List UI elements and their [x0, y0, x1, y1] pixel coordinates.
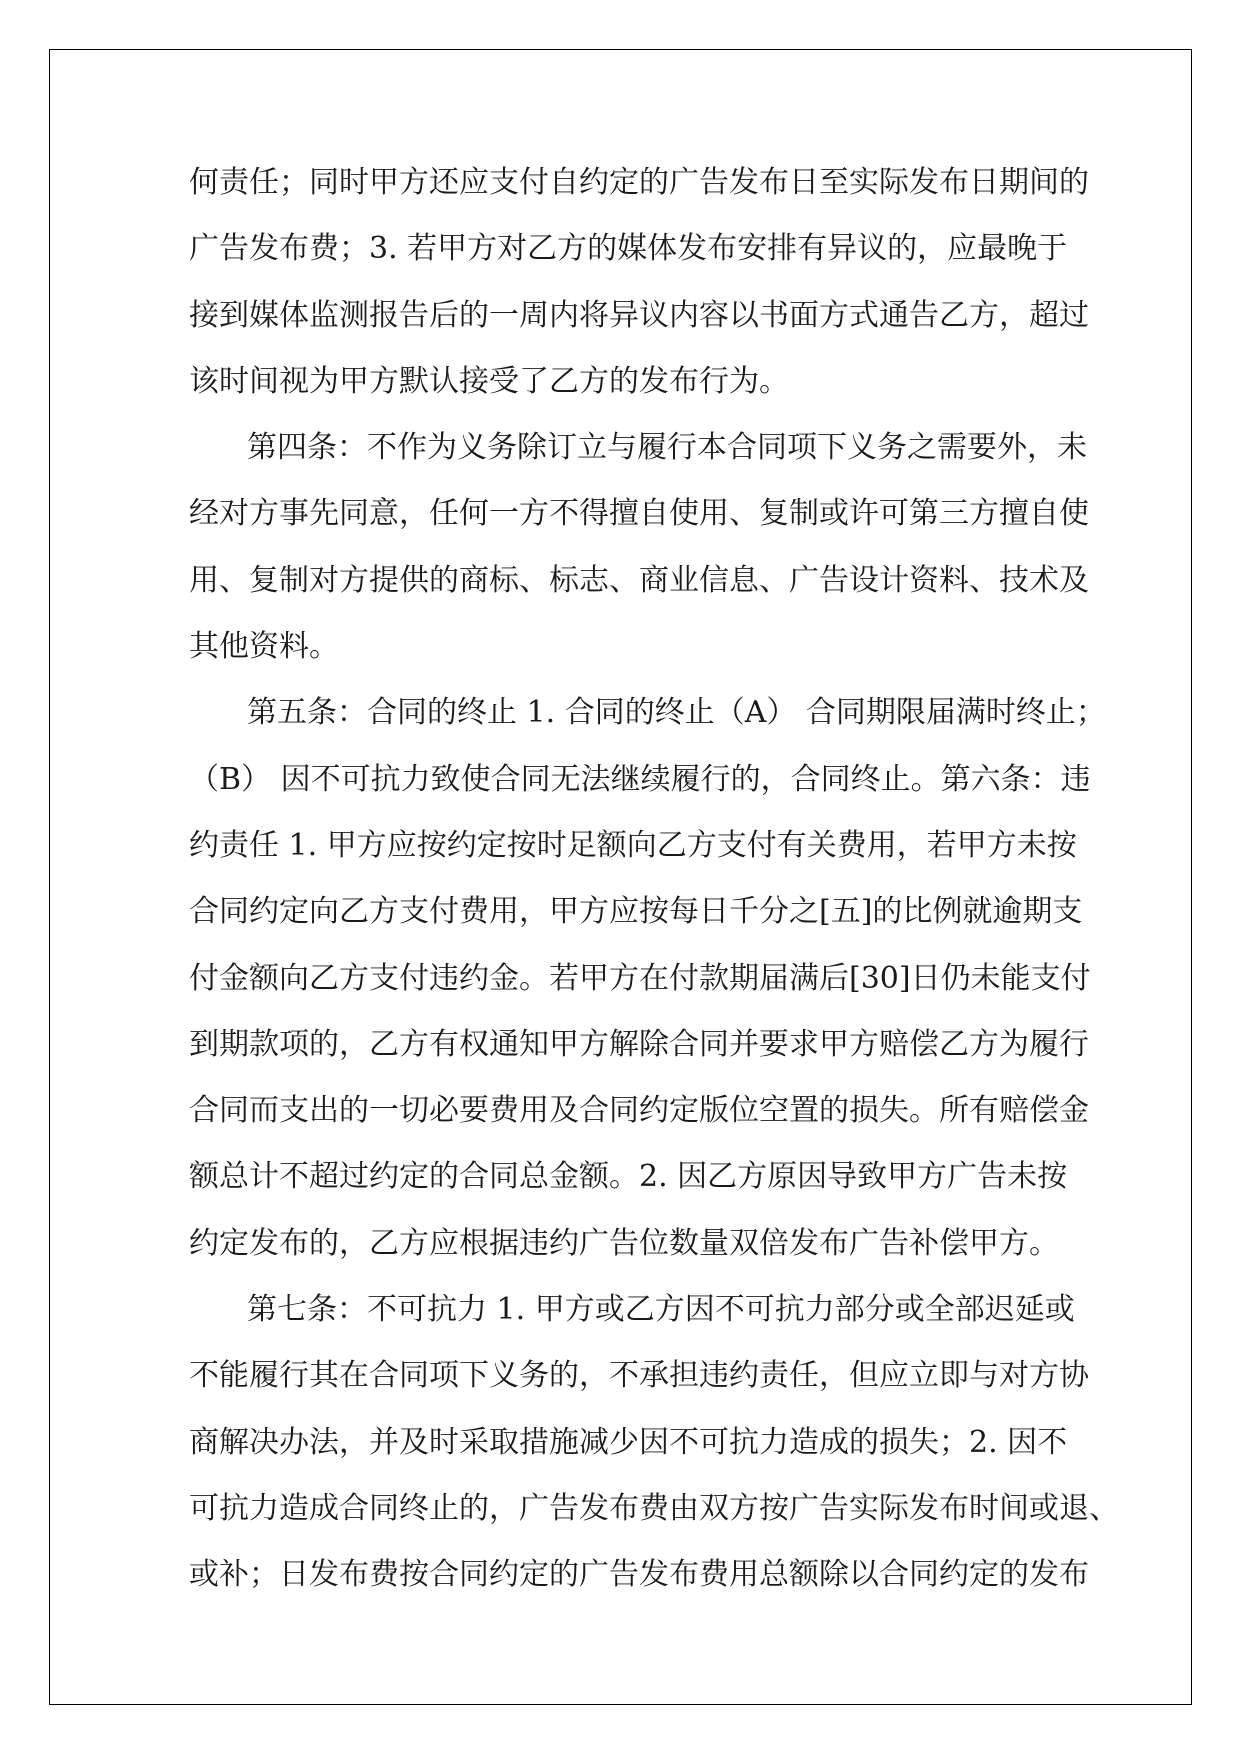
text-line: 合同而支出的一切必要费用及合同约定版位空置的损失。所有赔偿金 — [189, 1093, 1089, 1129]
text-line: 商解决办法，并及时采取措施减少因不可抗力造成的损失；2. 因不 — [189, 1424, 1068, 1460]
paragraph-start-line: 第五条：合同的终止 1. 合同的终止（A） 合同期限届满时终止； — [247, 695, 1106, 731]
text-line: 该时间视为甲方默认接受了乙方的发布行为。 — [189, 363, 789, 399]
text-line: 额总计不超过约定的合同总金额。2. 因乙方原因导致甲方广告未按 — [189, 1159, 1068, 1195]
text-line: 用、复制对方提供的商标、标志、商业信息、广告设计资料、技术及 — [189, 562, 1089, 598]
text-line: 经对方事先同意，任何一方不得擅自使用、复制或许可第三方擅自使 — [189, 496, 1089, 532]
text-line: 接到媒体监测报告后的一周内将异议内容以书面方式通告乙方，超过 — [189, 297, 1089, 333]
text-line: 其他资料。 — [189, 629, 339, 665]
text-line: 可抗力造成合同终止的，广告发布费由双方按广告实际发布时间或退、 — [189, 1490, 1119, 1526]
paragraph-start-line: 第四条：不作为义务除订立与履行本合同项下义务之需要外，未 — [247, 430, 1087, 466]
document-body — [189, 150, 1119, 1609]
text-line: 不能履行其在合同项下义务的，不承担违约责任，但应立即与对方协 — [189, 1358, 1089, 1394]
text-line: 约定发布的，乙方应根据违约广告位数量双倍发布广告补偿甲方。 — [189, 1225, 1059, 1261]
text-line: 合同约定向乙方支付费用，甲方应按每日千分之[五]的比例就逾期支 — [189, 894, 1083, 930]
text-line: 约责任 1. 甲方应按约定按时足额向乙方支付有关费用，若甲方未按 — [189, 827, 1077, 863]
text-line: 到期款项的，乙方有权通知甲方解除合同并要求甲方赔偿乙方为履行 — [189, 1026, 1089, 1062]
text-line: 或补；日发布费按合同约定的广告发布费用总额除以合同约定的发布 — [189, 1557, 1089, 1593]
text-line: 何责任；同时甲方还应支付自约定的广告发布日至实际发布日期间的 — [189, 165, 1089, 200]
text-line: 付金额向乙方支付违约金。若甲方在付款期届满后[30]日仍未能支付 — [189, 960, 1091, 996]
text-line: （B） 因不可抗力致使合同无法继续履行的，合同终止。第六条：违 — [189, 761, 1091, 797]
paragraph-start-line: 第七条：不可抗力 1. 甲方或乙方因不可抗力部分或全部迟延或 — [247, 1292, 1075, 1328]
text-line: 广告发布费；3. 若甲方对乙方的媒体发布安排有异议的，应最晚于 — [189, 231, 1068, 267]
